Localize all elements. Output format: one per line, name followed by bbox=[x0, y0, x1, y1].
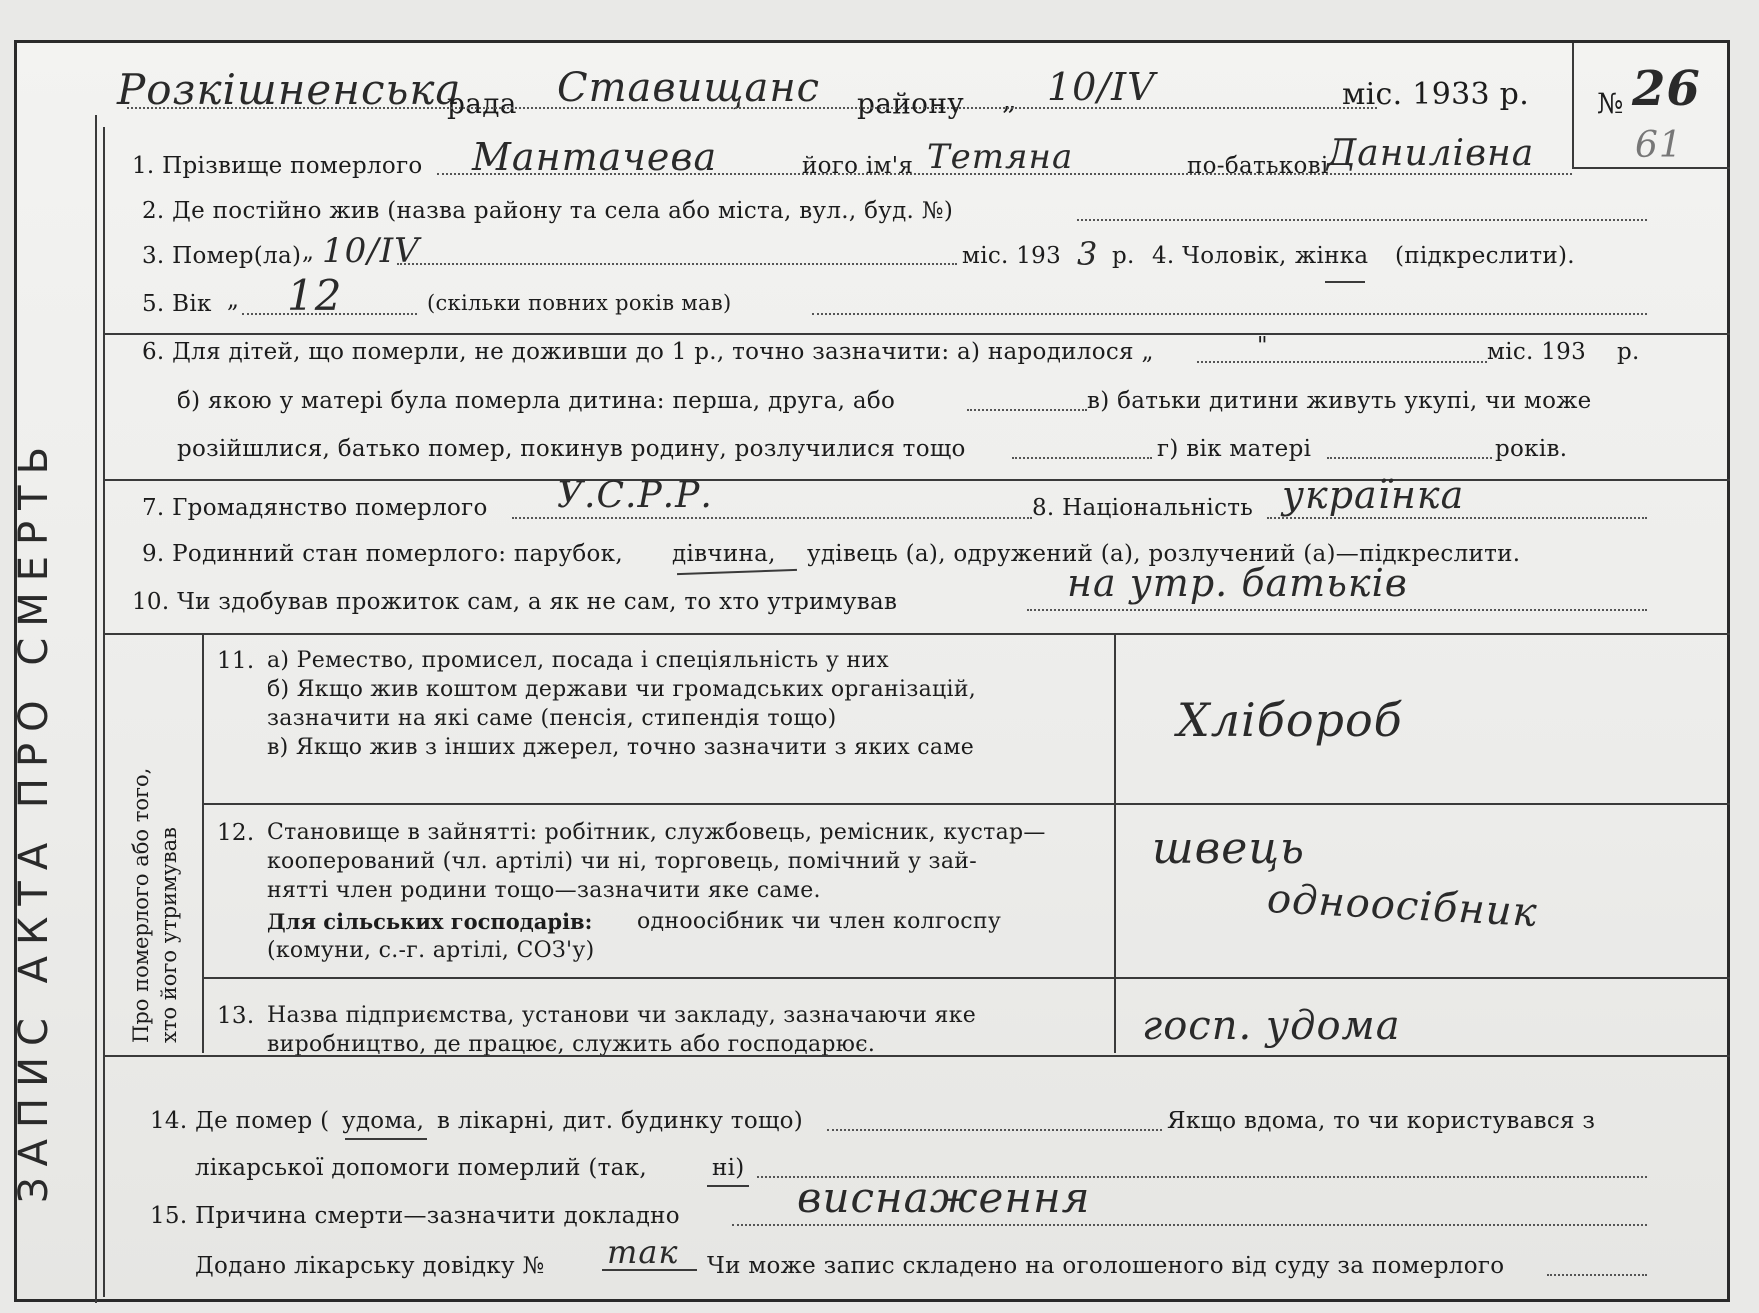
f12-l3: нятті член родини тощо—зазначити яке саме. bbox=[267, 878, 821, 903]
f3-quote: „ bbox=[302, 239, 315, 265]
f5-label: 5. Вік bbox=[142, 291, 212, 317]
f9-selected-underline bbox=[677, 569, 797, 575]
f14-no-underline bbox=[707, 1185, 749, 1187]
f8-value: українка bbox=[1282, 473, 1465, 517]
f2-label: 2. Де постійно жив (назва району та села або міста, вул., буд. №) bbox=[142, 198, 954, 224]
f16-dotted-line bbox=[1547, 1274, 1647, 1276]
f11-a: а) Ремество, промисел, посада і спеціяльність у них bbox=[267, 648, 890, 673]
f2-dotted-line bbox=[1077, 219, 1647, 221]
table-left-line bbox=[202, 635, 204, 1053]
f12-num: 12. bbox=[217, 820, 255, 846]
f12-value2: одноосібник bbox=[1265, 875, 1539, 937]
month-year-label: міс. 1933 р. bbox=[1342, 77, 1530, 112]
f1-patronymic-label: по-батькові bbox=[1187, 153, 1329, 179]
f11-c: в) Якщо жив з інших джерел, точно зазначити з яких саме bbox=[267, 735, 975, 760]
f6-line3a: розійшлися, батько помер, покинув родину, розлучилися тощо bbox=[177, 436, 966, 462]
f8-dotted-line bbox=[1267, 517, 1647, 519]
divider-after-f12 bbox=[204, 977, 1730, 979]
f4-underline-note: (підкреслити). bbox=[1395, 243, 1575, 269]
f9-prefix: 9. Родинний стан померлого: парубок, bbox=[142, 541, 623, 567]
f3-month: міс. 193 bbox=[962, 243, 1062, 269]
f5-note: (скільки повних років мав) bbox=[427, 291, 732, 315]
council-handwritten: Розкішненська bbox=[117, 65, 462, 114]
f10-label: 10. Чи здобував прожиток сам, а як не сам, то хто утримував bbox=[132, 589, 898, 615]
date-handwritten: 10/IV bbox=[1047, 65, 1156, 109]
side-note-line2: хто його утримував bbox=[157, 826, 181, 1043]
f5-age: 12 bbox=[287, 271, 343, 320]
f3-date: 10/IV bbox=[322, 231, 420, 271]
number-box-bottom bbox=[1572, 167, 1730, 169]
number-label: № bbox=[1597, 87, 1624, 120]
f13-value: госп. удома bbox=[1142, 1003, 1401, 1049]
f4-female-underline bbox=[1325, 281, 1365, 283]
f9-suffix: удівець (а), одружений (а), розлучений (а)—підкреслити. bbox=[807, 541, 1521, 567]
f7-dotted-line bbox=[512, 517, 1032, 519]
f12-l4-rest: одноосібник чи член колгоспу bbox=[637, 909, 1002, 934]
f11-num: 11. bbox=[217, 648, 255, 674]
divider-after-f13 bbox=[105, 1055, 1730, 1057]
f16-label: Додано лікарську довідку № bbox=[195, 1253, 545, 1279]
f3-label: 3. Помер(ла) bbox=[142, 243, 302, 269]
f15-dotted-line bbox=[732, 1224, 1647, 1226]
f12-l1: Становище в зайнятті: робітник, службовець, ремісник, кустар— bbox=[267, 820, 1046, 845]
f13-num: 13. bbox=[217, 1003, 255, 1029]
divider-after-f6 bbox=[105, 479, 1730, 481]
f6-line3b: г) вік матері bbox=[1157, 436, 1312, 462]
f1-dotted-line bbox=[437, 173, 1572, 175]
f6-line1: 6. Для дітей, що померли, не доживши до 1 р., точно зазначити: а) народилося „ bbox=[142, 339, 1154, 365]
f6-line3-dotted-a bbox=[1012, 457, 1152, 459]
f6-line1-quote: " bbox=[1257, 333, 1268, 359]
f1-label: 1. Прізвище померлого bbox=[132, 153, 423, 179]
f12-value1: швець bbox=[1152, 823, 1305, 874]
f14-rest: в лікарні, дит. будинку тощо) bbox=[437, 1108, 804, 1134]
number-box-border bbox=[1572, 43, 1574, 168]
f8-label: 8. Національність bbox=[1032, 495, 1254, 521]
number-handwritten: 26 bbox=[1632, 61, 1701, 117]
header-dotted-line bbox=[127, 107, 1377, 109]
f6-line2a: б) якою у матері була померла дитина: перша, друга, або bbox=[177, 388, 896, 414]
f16-value-underline bbox=[602, 1269, 697, 1271]
left-margin-line bbox=[95, 115, 97, 1303]
f7-value: У.С.Р.Р. bbox=[557, 475, 713, 516]
f14-second: Якщо вдома, то чи користувався з bbox=[1167, 1108, 1596, 1134]
f1-name: Тетяна bbox=[927, 137, 1074, 177]
death-record-form: ЗАПИС АКТА ПРО СМЕРТЬ Розкішненська рада Ставищанс району „ 10/IV міс. 1933 р. № 26 61 1. Прізвище померлого Мантачева його ім'я Тетяна по-батькові Данилівна 2. Де постійно жив (назва району та села або міста, вул., буд. №) 3. Помер(ла) „ 10/IV міс. 193 3 р. 4. Чоловік, жінка (підкреслити). 5. Вік „ 12 (скільки повних років мав) 6. Для дітей, що померли, не доживши до 1 р., точно зазначити: а) народилося „ " міс. 193 р. б) якою у матері була померла дитина: перша, друга, або в) батьки дитини живуть укупі, чи може розійшлися, батько помер, покинув родину, розлучилися тощо г) вік матері років. 7. Громадянство померлого У.С.Р.Р. 8. Національність українка 9. Родинний стан померлого: парубок, дівчина, удівець (а), одружений (а), розлучений (а)—підкреслити. 10. Чи здобував прожиток сам, а як не сам, то хто утримував на утр. батьків Про померлого або того, хто його утримував 11. а) Ремество, промисел, посада і спеціяльність у них б) Якщо жив коштом держави чи громадських організацій, зазначити на які саме (пенсія, стипендія тощо) в) Якщо жив з інших джерел, точно зазначити з яких саме Хлібороб 12. Становище в зайнятті: робітник, службовець, ремісник, кустар— кооперований (чл. артілі) чи ні, торговець, помічний у зай- нятті член родини тощо—зазначити яке саме. Для сільських господарів: одноосібник чи член колгоспу (комуни, с.-г. артілі, СОЗ'у) швець одноосібник 13. Назва підприємства, установи чи закладу, зазначаючи яке виробництво, де працює, служить або господарює. госп. удома 14. Де помер ( удома, в лікарні, дит. будинку тощо) Якщо вдома, то чи користувався з лікарської допомоги померлий (так, ні) 15. Причина смерти—зазначити докладно виснаження Додано лікарську довідку № так Чи може запис складено на оголошеного від суду за померлого bbox=[14, 40, 1730, 1302]
f5-dotted-line-right bbox=[812, 313, 1647, 315]
f5-quote: „ bbox=[227, 287, 240, 313]
f13-l2: виробництво, де працює, служить або господарює. bbox=[267, 1032, 876, 1057]
f14-no: ні) bbox=[712, 1155, 745, 1181]
f6-line3-dotted-b bbox=[1327, 457, 1492, 459]
f1-surname: Мантачева bbox=[472, 135, 718, 179]
f16-value: так bbox=[607, 1233, 679, 1271]
f14-home: удома, bbox=[342, 1108, 425, 1134]
date-quote: „ bbox=[1002, 83, 1017, 116]
f12-l4-bold: Для сільських господарів: bbox=[267, 909, 593, 934]
f14-home-underline bbox=[345, 1138, 427, 1140]
f4-label: 4. Чоловік, bbox=[1152, 243, 1287, 269]
f10-value: на утр. батьків bbox=[1067, 561, 1408, 605]
divider-after-f11 bbox=[204, 803, 1730, 805]
f6-line3c: років. bbox=[1495, 436, 1568, 462]
f3-dotted-line bbox=[397, 263, 957, 265]
f15-label: 15. Причина смерти—зазначити докладно bbox=[150, 1203, 680, 1229]
f13-l1: Назва підприємства, установи чи закладу, зазначаючи яке bbox=[267, 1003, 977, 1028]
form-inner-left-border bbox=[103, 127, 105, 1297]
council-label: рада bbox=[447, 87, 517, 120]
f3-year-digit: 3 bbox=[1077, 235, 1099, 273]
f12-l5: (комуни, с.-г. артілі, СОЗ'у) bbox=[267, 938, 595, 963]
f6-line1-month: міс. 193 bbox=[1487, 339, 1587, 365]
divider-after-f10 bbox=[105, 633, 1730, 635]
side-note-line1: Про померлого або того, bbox=[129, 767, 153, 1043]
f9-selected: дівчина, bbox=[672, 541, 776, 567]
f14-line2: лікарської допомоги померлий (так, bbox=[195, 1155, 647, 1181]
f11-b2: зазначити на які саме (пенсія, стипендія тощо) bbox=[267, 706, 837, 731]
f6-line1-year: р. bbox=[1617, 339, 1640, 365]
f14-dotted-line bbox=[827, 1129, 1162, 1131]
district-handwritten: Ставищанс bbox=[557, 65, 821, 111]
f10-dotted-line bbox=[1027, 609, 1647, 611]
table-mid-line bbox=[1114, 635, 1116, 1053]
f6-line2-dotted bbox=[967, 409, 1087, 411]
f14-prefix: 14. Де помер ( bbox=[150, 1108, 330, 1134]
f5-dotted-line bbox=[242, 313, 417, 315]
f15-value: виснаження bbox=[797, 1173, 1091, 1222]
f6-line1-dotted bbox=[1197, 361, 1487, 363]
f4-female: жінка bbox=[1295, 243, 1369, 269]
f6-line2b: в) батьки дитини живуть укупі, чи може bbox=[1087, 388, 1592, 414]
number-sub-handwritten: 61 bbox=[1635, 125, 1683, 166]
f1-patronymic: Данилівна bbox=[1327, 133, 1535, 174]
f1-name-label: його ім'я bbox=[802, 153, 914, 179]
f12-l2: кооперований (чл. артілі) чи ні, торговець, помічний у зай- bbox=[267, 849, 977, 874]
divider-after-f5 bbox=[105, 333, 1730, 335]
f3-year-suffix: р. bbox=[1112, 243, 1135, 269]
side-note bbox=[127, 768, 183, 1043]
f16-rest: Чи може запис складено на оголошеного від суду за померлого bbox=[707, 1253, 1505, 1279]
district-label: району bbox=[857, 87, 965, 120]
f11-b1: б) Якщо жив коштом держави чи громадських організацій, bbox=[267, 677, 977, 702]
f7-label: 7. Громадянство померлого bbox=[142, 495, 488, 521]
f11-value: Хлібороб bbox=[1177, 693, 1403, 747]
